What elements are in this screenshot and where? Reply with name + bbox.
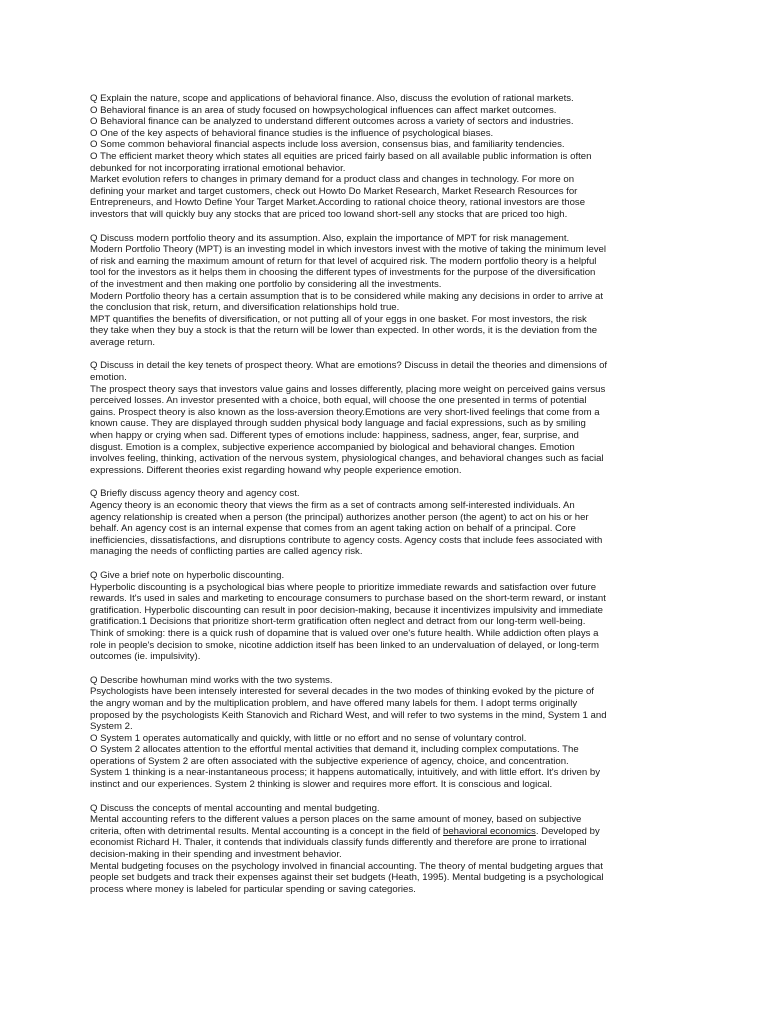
answer-line: perceived losses. An investor presented with a choice, both equal, will choose the one presented in terms of potential <box>90 395 587 407</box>
answer-line: people set budgets and track their expenses against their set budgets (Heath, 1995). Mental budgeting is a psychological <box>90 872 604 884</box>
answer-line: O Behavioral finance can be analyzed to understand different outcomes across a variety of sectors and industries. <box>90 116 574 128</box>
qa-section <box>90 675 680 791</box>
answer-line: criteria, often with detrimental results. Mental accounting is a concept in the field of behavioral economics. Developed by <box>90 825 600 837</box>
answer-line: defining your market and target customers, check out Howto Do Market Research, Market Research Resources for <box>90 185 578 197</box>
qa-section <box>90 93 680 221</box>
question-line: Q Discuss the concepts of mental accounting and mental budgeting. <box>90 802 380 814</box>
answer-line: gains. Prospect theory is also known as the loss-aversion theory.Emotions are very short-lived feelings that come from a <box>90 406 600 418</box>
behavioral-economics-link[interactable]: behavioral economics <box>443 825 536 837</box>
document-page <box>90 93 680 907</box>
answer-line: process where money is labeled for particular spending or saving categories. <box>90 883 416 895</box>
answer-line: behalf. An agency cost is an internal expense that comes from an agent taking action on behalf of a principal. Core <box>90 523 576 535</box>
answer-line: inefficiencies, dissatisfactions, and disruptions contribute to agency costs. Agency costs that include fees associated with <box>90 534 603 546</box>
answer-line: Mental accounting refers to the different values a person places on the same amount of money, based on subjective <box>90 814 582 826</box>
answer-line: Mental budgeting focuses on the psychology involved in financial accounting. The theory of mental budgeting argues that <box>90 860 603 872</box>
qa-section <box>90 360 680 476</box>
answer-line: of the investment and then making one portfolio by considering all the investments. <box>90 278 442 290</box>
question-line: Q Discuss modern portfolio theory and its assumption. Also, explain the importance of MPT for risk management. <box>90 232 570 244</box>
answer-line: the conclusion that risk, return, and diversification relationships hold true. <box>90 302 400 314</box>
question-line: Q Discuss in detail the key tenets of prospect theory. What are emotions? Discuss in detail the theories and dimensions of <box>90 360 608 372</box>
answer-line: System 1 thinking is a near-instantaneous process; it happens automatically, intuitively, and with little effort. It's driven by <box>90 767 601 779</box>
answer-line: role in people's decision to smoke, nicotine addiction itself has been linked to an undervaluation of delayed, or long-term <box>90 639 600 651</box>
answer-line: involves feeling, thinking, activation of the nervous system, physiological changes, and behavioral changes such as facial <box>90 453 604 465</box>
answer-line: Entrepreneurs, and Howto Define Your Target Market.According to rational choice theory, rational investors are those <box>90 197 586 209</box>
answer-line: known cause. They are displayed through sudden physical body language and facial expressions, such as by smiling <box>90 418 586 430</box>
qa-section <box>90 233 680 349</box>
answer-line: gratification. Hyperbolic discounting can result in poor decision-making, because it incentivizes impulsivity and immediate <box>90 604 603 616</box>
answer-line: economist Richard H. Thaler, it contends that individuals classify funds differently and therefore are prone to irrational <box>90 837 587 849</box>
answer-line: Agency theory is an economic theory that views the firm as a set of contracts among self-interested individuals. An <box>90 500 575 511</box>
answer-line: Modern Portfolio Theory (MPT) is an investing model in which investors invest with the motive of taking the minimum level <box>90 244 606 256</box>
answer-line: O Behavioral finance is an area of study focused on howpsychological influences can affect market outcomes. <box>90 104 557 116</box>
question-line: Q Give a brief note on hyperbolic discounting. <box>90 569 285 581</box>
answer-line: rewards. It's used in sales and marketing to encourage consumers to purchase based on the short-term reward, or instant <box>90 593 606 605</box>
answer-line: Hyperbolic discounting is a psychological bias where people to prioritize immediate rewards and satisfaction over future <box>90 581 597 593</box>
answer-line: operations of System 2 are often associated with the subjective experience of agency, choice, and concentration. <box>90 755 569 767</box>
answer-line: tool for the investors as it helps them in choosing the different types of investments for the purpose of the diversification <box>90 267 596 279</box>
answer-line: outcomes (ie. impulsivity). <box>90 651 201 663</box>
answer-line: Market evolution refers to changes in primary demand for a product class and changes in technology. For more on <box>90 174 575 186</box>
answer-line: average return. <box>90 336 156 348</box>
answer-line: Modern Portfolio theory has a certain assumption that is to be considered while making any decisions in order to arrive at <box>90 290 603 302</box>
answer-line: debunked for not incorporating irrational emotional behavior. <box>90 162 346 174</box>
question-line: Q Explain the nature, scope and applications of behavioral finance. Also, discuss the evolution of rational markets. <box>90 93 574 104</box>
answer-line: gratification.1 Decisions that prioritize short-term gratification often neglect and detract from our long-term well-being. <box>90 616 586 628</box>
answer-line: agency relationship is created when a person (the principal) authorizes another person (the agent) to act on his or her <box>90 511 589 523</box>
answer-line: expressions. Different theories exist regarding howand why people experience emotion. <box>90 464 462 476</box>
answer-line: they take when they buy a stock is that the return will be lower than expected. In other words, it is the deviation from the <box>90 325 598 337</box>
answer-line: Think of smoking: there is a quick rush of dopamine that is valued over one's future health. While addiction often plays a <box>90 627 599 639</box>
answer-line: investors that will quickly buy any stocks that are priced too lowand short-sell any stocks that are priced too high. <box>90 208 568 220</box>
answer-line: proposed by the psychologists Keith Stanovich and Richard West, and will refer to two systems in the mind, System 1 and <box>90 709 607 721</box>
answer-line: System 2. <box>90 721 133 733</box>
answer-line: disgust. Emotion is a complex, subjective experience accompanied by biological and behavioral changes. Emotion <box>90 441 575 453</box>
question-line: Q Describe howhuman mind works with the two systems. <box>90 674 333 686</box>
answer-line: emotion. <box>90 372 127 384</box>
answer-line: the angry woman and by the multiplication problem, and have offered many labels for them. I adopt terms originally <box>90 697 578 709</box>
answer-line: when happy or crying when sad. Different types of emotions include: happiness, sadness, anger, fear, surprise, and <box>90 430 579 442</box>
answer-line: The prospect theory says that investors value gains and losses differently, placing more weight on perceived gains versus <box>90 383 606 395</box>
answer-line: O The efficient market theory which states all equities are priced fairly based on all available public information is often <box>90 150 592 162</box>
answer-line: instinct and our experiences. System 2 thinking is slower and requires more effort. It is conscious and logical. <box>90 779 553 791</box>
answer-line: Psychologists have been intensely interested for several decades in the two modes of thinking evoked by the picture of <box>90 686 594 698</box>
answer-line: of risk and earning the maximum amount of return for that level of acquired risk. The modern portfolio theory is a helpful <box>90 255 597 267</box>
answer-line: O One of the key aspects of behavioral finance studies is the influence of psychological biases. <box>90 127 494 139</box>
answer-line: MPT quantifies the benefits of diversification, or not putting all of your eggs in one basket. For most investors, the risk <box>90 313 587 325</box>
answer-line: O System 1 operates automatically and quickly, with little or no effort and no sense of voluntary control. <box>90 732 527 744</box>
qa-section <box>90 488 680 558</box>
answer-line: managing the needs of conflicting parties are called agency risk. <box>90 546 363 558</box>
qa-section <box>90 570 680 663</box>
answer-line: O System 2 allocates attention to the effortful mental activities that demand it, including complex computations. The <box>90 744 579 756</box>
qa-section <box>90 803 680 896</box>
answer-line: decision-making in their spending and investment behavior. <box>90 849 342 861</box>
answer-line: O Some common behavioral financial aspects include loss aversion, consensus bias, and familiarity tendencies. <box>90 139 565 151</box>
question-line: Q Briefly discuss agency theory and agency cost. <box>90 488 300 500</box>
